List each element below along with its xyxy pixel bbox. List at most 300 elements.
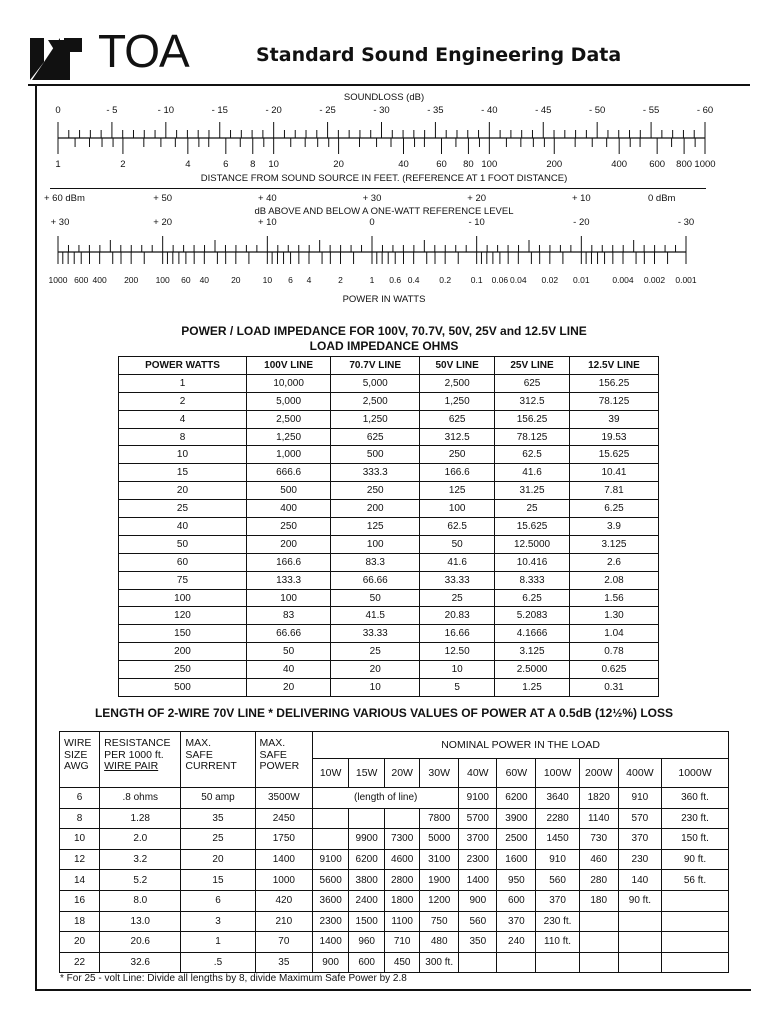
wire-pow-cell: 1750 [255, 829, 313, 850]
power-scale [0, 230, 768, 272]
impedance-row [119, 518, 659, 536]
resistance-line2: PER 1000 ft. [104, 748, 164, 761]
wire-length-cell [579, 952, 618, 973]
db-tick-label: - 30 [677, 217, 695, 228]
wire-res-cell: 2.0 [100, 829, 181, 850]
wire-res-cell: 8.0 [100, 890, 181, 911]
impedance-cell: 200 [119, 643, 247, 661]
impedance-cell: 500 [331, 446, 420, 464]
impedance-cell: 3.125 [569, 535, 658, 553]
wire-length-cell: 230 ft. [662, 808, 729, 829]
impedance-cell: 200 [331, 500, 420, 518]
distance-tick-label: 400 [611, 159, 628, 170]
wire-length-cell: 3640 [536, 788, 579, 809]
impedance-row [119, 374, 659, 392]
wire-length-title: LENGTH OF 2-WIRE 70V LINE * DELIVERING VARIOUS VALUES OF POWER AT A 0.5dB (12½%) LOSS [94, 706, 674, 720]
safe-current-line1: MAX. [185, 737, 212, 749]
impedance-cell: 10.416 [495, 553, 570, 571]
impedance-cell: 15.625 [495, 518, 570, 536]
impedance-col-header: 50V LINE [420, 357, 495, 375]
watt-tick-label: 0.06 [491, 275, 509, 285]
wire-pow-cell: 2450 [255, 808, 313, 829]
impedance-cell: 19.53 [569, 428, 658, 446]
impedance-cell: 4.1666 [495, 625, 570, 643]
wire-length-table [59, 731, 729, 973]
impedance-cell: 166.6 [420, 464, 495, 482]
wire-length-cell: 560 [536, 870, 579, 891]
impedance-row [119, 607, 659, 625]
wire-length-cell: 480 [420, 932, 459, 953]
impedance-row [119, 428, 659, 446]
wire-length-cell: 350 [459, 932, 497, 953]
impedance-cell: 1.30 [569, 607, 658, 625]
impedance-col-header: POWER WATTS [119, 357, 247, 375]
wire-length-cell: 1400 [313, 932, 349, 953]
wire-length-cell: 370 [618, 829, 661, 850]
wire-cur-cell: 3 [181, 911, 255, 932]
db-reference-title: dB ABOVE AND BELOW A ONE-WATT REFERENCE LEVEL [254, 206, 514, 217]
impedance-cell: 31.25 [495, 482, 570, 500]
impedance-cell: 156.25 [495, 410, 570, 428]
db-tick-label: + 30 [50, 217, 70, 228]
impedance-cell: 10 [119, 446, 247, 464]
impedance-cell: 60 [119, 553, 247, 571]
impedance-cell: 40 [119, 518, 247, 536]
impedance-cell: 2.08 [569, 571, 658, 589]
wire-length-cell: 3100 [420, 849, 459, 870]
wire-pow-cell: 1000 [255, 870, 313, 891]
wire-awg-cell: 6 [60, 788, 100, 809]
wire-length-cell: 960 [349, 932, 385, 953]
wire-length-cell [579, 911, 618, 932]
impedance-cell: 5,000 [246, 392, 330, 410]
wire-length-cell: 1100 [385, 911, 420, 932]
wire-length-cell: 6200 [497, 788, 536, 809]
impedance-subtitle: LOAD IMPEDANCE OHMS [309, 339, 459, 353]
watt-tick-label: 2 [338, 275, 343, 285]
impedance-cell: 2 [119, 392, 247, 410]
distance-tick-label: 600 [649, 159, 666, 170]
impedance-cell: 1 [119, 374, 247, 392]
impedance-cell: 10.41 [569, 464, 658, 482]
wire-size-line3: AWG [64, 760, 89, 773]
impedance-cell: 16.66 [420, 625, 495, 643]
impedance-cell: 12.5000 [495, 535, 570, 553]
wire-length-cell: 370 [536, 890, 579, 911]
wire-length-cell [662, 932, 729, 953]
impedance-cell: 100 [246, 589, 330, 607]
impedance-cell: 666.6 [246, 464, 330, 482]
distance-tick-label: 6 [223, 159, 229, 170]
watt-tick-label: 0.2 [439, 275, 452, 285]
power-in-watts-title: POWER IN WATTS [342, 294, 426, 305]
impedance-cell: 66.66 [246, 625, 330, 643]
resistance-line3: WIRE PAIR [104, 760, 159, 773]
wire-row [60, 808, 729, 829]
db-tick-label: 0 [369, 217, 375, 228]
impedance-cell: 15.625 [569, 446, 658, 464]
wire-length-cell: 1800 [385, 890, 420, 911]
watt-tick-label: 0.02 [541, 275, 559, 285]
impedance-cell: 6.25 [495, 589, 570, 607]
impedance-cell: 25 [420, 589, 495, 607]
impedance-cell: 12.50 [420, 643, 495, 661]
impedance-cell: 250 [331, 482, 420, 500]
wire-length-cell [497, 952, 536, 973]
footnote: * For 25 - volt Line: Divide all lengths by 8, divide Maximum Safe Power by 2.8 [60, 973, 407, 984]
impedance-cell: 4 [119, 410, 247, 428]
impedance-cell: 625 [331, 428, 420, 446]
resistance-header [100, 732, 181, 788]
wire-length-cell: 140 [618, 870, 661, 891]
impedance-cell: 500 [119, 679, 247, 697]
impedance-cell: 333.3 [331, 464, 420, 482]
impedance-col-header: 100V LINE [246, 357, 330, 375]
wire-length-cell [349, 808, 385, 829]
dbm-tick-label: + 60 dBm [44, 193, 85, 204]
impedance-cell: 100 [420, 500, 495, 518]
watt-tick-label: 0.002 [643, 275, 666, 285]
wire-length-cell: 2500 [497, 829, 536, 850]
impedance-cell: 1.56 [569, 589, 658, 607]
wire-length-cell: 600 [349, 952, 385, 973]
impedance-cell: 41.6 [495, 464, 570, 482]
soundloss-tick-label: - 45 [535, 105, 552, 116]
distance-title: DISTANCE FROM SOUND SOURCE IN FEET. (REFERENCE AT 1 FOOT DISTANCE) [200, 173, 568, 184]
impedance-cell: 100 [331, 535, 420, 553]
impedance-cell: 2.6 [569, 553, 658, 571]
wire-cur-cell: 35 [181, 808, 255, 829]
impedance-cell: 50 [246, 643, 330, 661]
db-tick-label: - 10 [468, 217, 485, 228]
impedance-row [119, 464, 659, 482]
impedance-cell: 10 [331, 679, 420, 697]
wire-length-cell [536, 952, 579, 973]
wire-length-cell [662, 952, 729, 973]
distance-tick-label: 200 [546, 159, 563, 170]
wire-row [60, 788, 729, 809]
bottom-border [35, 989, 751, 991]
impedance-cell: 2,500 [331, 392, 420, 410]
watt-tick-label: 1 [369, 275, 375, 285]
wire-row [60, 911, 729, 932]
distance-tick-label: 1 [55, 159, 61, 170]
impedance-row [119, 643, 659, 661]
wire-size-line1: WIRE [64, 737, 92, 749]
nominal-power-col-header: 100W [536, 759, 579, 788]
logo-text: TOA [98, 25, 189, 77]
impedance-cell: 5 [420, 679, 495, 697]
impedance-row [119, 553, 659, 571]
watt-tick-label: 200 [124, 275, 139, 285]
impedance-cell: 50 [420, 535, 495, 553]
impedance-cell: 40 [246, 661, 330, 679]
wire-length-cell: 910 [618, 788, 661, 809]
wire-length-cell: 9100 [313, 849, 349, 870]
impedance-cell: 2,500 [246, 410, 330, 428]
impedance-cell: 20 [246, 679, 330, 697]
wire-row [60, 829, 729, 850]
watt-tick-label: 20 [231, 275, 241, 285]
wire-length-cell: 5000 [420, 829, 459, 850]
watt-tick-label: 40 [199, 275, 210, 285]
wire-row [60, 890, 729, 911]
soundloss-tick-label: - 15 [211, 105, 228, 116]
impedance-table [118, 356, 659, 697]
wire-pow-cell: 70 [255, 932, 313, 953]
soundloss-tick-label: - 35 [427, 105, 444, 116]
impedance-row [119, 392, 659, 410]
safe-power-line3: POWER [259, 760, 300, 773]
impedance-cell: 41.5 [331, 607, 420, 625]
soundloss-tick-label: - 40 [481, 105, 498, 116]
impedance-cell: 3.9 [569, 518, 658, 536]
distance-tick-label: 60 [436, 159, 447, 170]
wire-length-cell: 180 [579, 890, 618, 911]
wire-length-cell: 1500 [349, 911, 385, 932]
impedance-cell: 41.6 [420, 553, 495, 571]
wire-length-cell: 150 ft. [662, 829, 729, 850]
impedance-cell: 0.625 [569, 661, 658, 679]
impedance-cell: 125 [331, 518, 420, 536]
wire-length-cell: 1400 [459, 870, 497, 891]
impedance-cell: 20 [331, 661, 420, 679]
safe-current-line2: SAFE [185, 748, 213, 761]
impedance-cell: 1.04 [569, 625, 658, 643]
safe-current-line3: CURRENT [185, 760, 237, 773]
wire-length-cell [618, 952, 661, 973]
impedance-cell: 312.5 [495, 392, 570, 410]
wire-length-cell: 5600 [313, 870, 349, 891]
wire-res-cell: 13.0 [100, 911, 181, 932]
wire-length-cell: 2280 [536, 808, 579, 829]
wire-length-cell [618, 911, 661, 932]
impedance-col-header: 12.5V LINE [569, 357, 658, 375]
impedance-cell: 15 [119, 464, 247, 482]
wire-length-cell: 360 ft. [662, 788, 729, 809]
impedance-cell: 7.81 [569, 482, 658, 500]
distance-tick-label: 2 [120, 159, 126, 170]
wire-cur-cell: 20 [181, 849, 255, 870]
impedance-cell: 250 [119, 661, 247, 679]
wire-length-cell: 370 [497, 911, 536, 932]
impedance-cell: 500 [246, 482, 330, 500]
impedance-row [119, 500, 659, 518]
wire-pow-cell: 1400 [255, 849, 313, 870]
wire-awg-cell: 10 [60, 829, 100, 850]
watt-tick-label: 0.4 [407, 275, 420, 285]
wire-length-cell: 56 ft. [662, 870, 729, 891]
wire-length-cell: 7800 [420, 808, 459, 829]
db-tick-label: + 10 [257, 217, 277, 228]
soundloss-tick-label: - 55 [642, 105, 660, 116]
impedance-row [119, 535, 659, 553]
impedance-cell: 150 [119, 625, 247, 643]
watt-tick-label: 10 [262, 275, 273, 285]
soundloss-tick-label: - 10 [157, 105, 175, 116]
impedance-col-header: 70.7V LINE [331, 357, 420, 375]
db-tick-label: + 20 [153, 217, 173, 228]
impedance-cell: 200 [246, 535, 330, 553]
wire-length-cell: 90 ft. [618, 890, 661, 911]
distance-tick-label: 8 [250, 159, 256, 170]
impedance-cell: 20 [119, 482, 247, 500]
safe-power-header [255, 732, 313, 788]
impedance-cell: 75 [119, 571, 247, 589]
impedance-cell: 6.25 [569, 500, 658, 518]
wire-pow-cell: 210 [255, 911, 313, 932]
impedance-cell: 250 [420, 446, 495, 464]
wire-cur-cell: 1 [181, 932, 255, 953]
wire-length-cell: 1200 [420, 890, 459, 911]
soundloss-tick-label: - 20 [265, 105, 282, 116]
wire-length-cell: 3700 [459, 829, 497, 850]
wire-pow-cell: 3500W [255, 788, 313, 809]
wire-awg-cell: 8 [60, 808, 100, 829]
soundloss-tick-label: - 30 [373, 105, 390, 116]
watt-tick-label: 1000 [48, 275, 68, 285]
impedance-body [119, 374, 659, 696]
watt-tick-label: 0.004 [612, 275, 634, 285]
wire-pow-cell: 35 [255, 952, 313, 973]
impedance-header-row [119, 357, 659, 375]
wire-length-cell: 900 [313, 952, 349, 973]
wire-row [60, 932, 729, 953]
page-title: Standard Sound Engineering Data [256, 44, 622, 66]
wire-length-cell [385, 808, 420, 829]
impedance-cell: 2,500 [420, 374, 495, 392]
impedance-cell: 83.3 [331, 553, 420, 571]
nominal-power-col-header: 10W [313, 759, 349, 788]
impedance-row [119, 571, 659, 589]
dbm-tick-label: + 50 [153, 193, 173, 204]
wire-cur-cell: 25 [181, 829, 255, 850]
wire-length-cell: 230 ft. [536, 911, 579, 932]
wire-awg-cell: 20 [60, 932, 100, 953]
watt-tick-label: 0.04 [510, 275, 527, 285]
distance-tick-label: 40 [398, 159, 409, 170]
wire-size-line2: SIZE [64, 748, 88, 761]
impedance-cell: 10,000 [246, 374, 330, 392]
impedance-cell: 8.333 [495, 571, 570, 589]
impedance-cell: 50 [331, 589, 420, 607]
watt-tick-label: 4 [306, 275, 312, 285]
impedance-cell: 400 [246, 500, 330, 518]
wire-length-cell: 900 [459, 890, 497, 911]
wire-length-cell: 5700 [459, 808, 497, 829]
wire-length-cell: 280 [579, 870, 618, 891]
distance-tick-label: 800 [676, 159, 693, 170]
wire-length-cell: 240 [497, 932, 536, 953]
wire-length-cell: 2800 [385, 870, 420, 891]
wire-length-cell [618, 932, 661, 953]
impedance-cell: 2.5000 [495, 661, 570, 679]
soundloss-tick-label: - 60 [696, 105, 714, 116]
impedance-cell: 20.83 [420, 607, 495, 625]
dbm-tick-label: + 20 [467, 193, 487, 204]
wire-length-body [60, 788, 729, 973]
watt-tick-label: 400 [92, 275, 107, 285]
watt-tick-label: 0.1 [470, 275, 483, 285]
impedance-cell: 625 [495, 374, 570, 392]
wire-length-cell: 450 [385, 952, 420, 973]
safe-power-line2: SAFE [259, 748, 287, 761]
nominal-power-col-header: 1000W [662, 759, 729, 788]
impedance-cell: 33.33 [420, 571, 495, 589]
impedance-row [119, 446, 659, 464]
impedance-cell: 100 [119, 589, 247, 607]
impedance-cell: 125 [420, 482, 495, 500]
wire-res-cell: 20.6 [100, 932, 181, 953]
watt-tick-label: 6 [288, 275, 293, 285]
watt-tick-label: 0.6 [389, 275, 402, 285]
length-of-line-note: (length of line) [313, 788, 459, 809]
impedance-cell: 1.25 [495, 679, 570, 697]
nominal-power-col-header: 200W [579, 759, 618, 788]
soundloss-tick-label: - 50 [588, 105, 606, 116]
dbm-tick-label: + 30 [362, 193, 382, 204]
wire-length-cell: 90 ft. [662, 849, 729, 870]
wire-row [60, 952, 729, 973]
wire-length-cell: 460 [579, 849, 618, 870]
distance-tick-label: 4 [185, 159, 191, 170]
impedance-cell: 25 [331, 643, 420, 661]
impedance-cell: 0.31 [569, 679, 658, 697]
impedance-cell: 166.6 [246, 553, 330, 571]
impedance-cell: 120 [119, 607, 247, 625]
wire-cur-cell: 15 [181, 870, 255, 891]
wire-size-header [60, 732, 100, 788]
wire-length-cell: 3900 [497, 808, 536, 829]
wire-length-cell: 2300 [459, 849, 497, 870]
left-border [35, 86, 37, 990]
wire-length-cell: 300 ft. [420, 952, 459, 973]
wire-length-cell: 730 [579, 829, 618, 850]
watt-tick-label: 0.01 [573, 275, 590, 285]
wire-length-cell: 7300 [385, 829, 420, 850]
wire-res-cell: 32.6 [100, 952, 181, 973]
wire-length-cell: 1450 [536, 829, 579, 850]
impedance-cell: 8 [119, 428, 247, 446]
wire-length-cell: 3600 [313, 890, 349, 911]
impedance-cell: 66.66 [331, 571, 420, 589]
wire-awg-cell: 18 [60, 911, 100, 932]
impedance-row [119, 482, 659, 500]
distance-tick-label: 20 [333, 159, 344, 170]
impedance-row [119, 410, 659, 428]
impedance-row [119, 625, 659, 643]
wire-length-cell [662, 890, 729, 911]
impedance-cell: 33.33 [331, 625, 420, 643]
impedance-cell: 62.5 [495, 446, 570, 464]
wire-length-cell: 4600 [385, 849, 420, 870]
watt-tick-label: 600 [74, 275, 89, 285]
impedance-cell: 5.2083 [495, 607, 570, 625]
resistance-line1: RESISTANCE [104, 737, 171, 749]
impedance-cell: 0.78 [569, 643, 658, 661]
watt-tick-label: 100 [155, 275, 170, 285]
impedance-row [119, 661, 659, 679]
nominal-power-col-header: 40W [459, 759, 497, 788]
soundloss-tick-label: 0 [55, 105, 61, 116]
wire-length-cell [313, 829, 349, 850]
impedance-cell: 1,250 [420, 392, 495, 410]
wire-length-cell: 710 [385, 932, 420, 953]
wire-length-cell [313, 808, 349, 829]
wire-length-cell [459, 952, 497, 973]
dbm-tick-label: + 10 [571, 193, 591, 204]
wire-row [60, 849, 729, 870]
